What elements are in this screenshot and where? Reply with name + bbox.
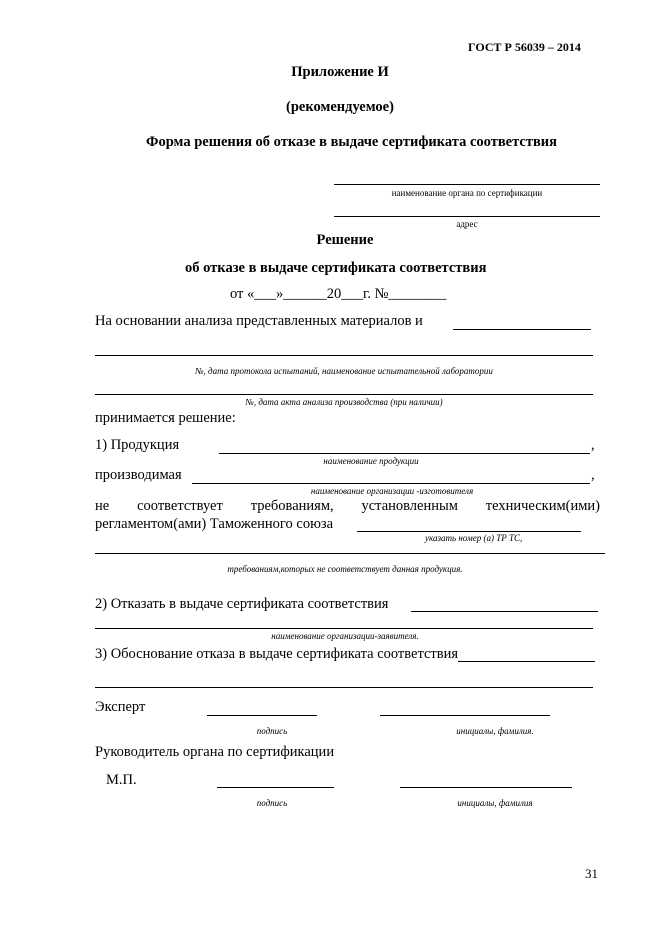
stamp-label: М.П. [106, 772, 137, 788]
applicant-line [95, 628, 593, 629]
org-name-line [334, 184, 600, 185]
org-name-caption: наименование органа по сертификации [391, 188, 543, 198]
decision-date-line: от «___»______20___г. №________ [230, 286, 447, 302]
decision-text: принимается решение: [95, 410, 236, 426]
product-caption: наименование продукции [323, 456, 419, 466]
form-title: Форма решения об отказе в выдаче сертификата соответствия [146, 134, 557, 150]
page-number: 31 [585, 866, 598, 881]
decision-title: Решение [316, 232, 374, 248]
manufacturer-line [192, 483, 590, 484]
address-caption: адрес [456, 219, 478, 229]
reason-text: 3) Обоснование отказа в выдаче сертификата соответствия [95, 646, 459, 662]
head-signature-line [217, 787, 334, 788]
basis-text: На основании анализа представленных материалов и [95, 313, 423, 329]
protocol-caption: №, дата протокола испытаний, наименование испытательной лаборатории [195, 366, 493, 376]
act-caption: №, дата акта анализа производства (при наличии) [245, 397, 443, 407]
head-initials-line [400, 787, 572, 788]
refuse-text: 2) Отказать в выдаче сертификата соответствия [95, 596, 389, 612]
appendix-title: Приложение И [291, 64, 389, 80]
requirements-line [95, 553, 605, 554]
reason-line-2 [95, 687, 593, 688]
decision-subtitle: об отказе в выдаче сертификата соответствия [185, 260, 487, 276]
noncompliance-line2: регламентом(ами) Таможенного союза [95, 516, 334, 532]
tr-number-caption: указать номер (а) ТР ТС, [425, 533, 523, 543]
head-initials-caption: инициалы, фамилия [457, 798, 533, 808]
appendix-status: (рекомендуемое) [286, 99, 394, 115]
expert-initials-line [380, 715, 550, 716]
expert-label: Эксперт [95, 699, 146, 715]
applicant-caption: наименование организации-заявителя. [271, 631, 419, 641]
product-label: 1) Продукция [95, 437, 180, 453]
expert-signature-caption: подпись [256, 726, 288, 736]
address-line [334, 216, 600, 217]
protocol-line [95, 355, 593, 356]
basis-line [453, 329, 591, 330]
product-line [219, 453, 590, 454]
head-signature-caption: подпись [256, 798, 288, 808]
refuse-line [411, 611, 598, 612]
manufacturer-caption: наименование организации -изготовителя [310, 486, 474, 496]
product-comma: , [591, 437, 595, 453]
tr-number-line [357, 531, 581, 532]
manufacturer-label: производимая [95, 467, 182, 483]
requirements-caption: требованиям,которых не соответствует данная продукция. [227, 564, 463, 574]
expert-initials-caption: инициалы, фамилия. [456, 726, 534, 736]
head-label: Руководитель органа по сертификации [95, 744, 335, 760]
expert-signature-line [207, 715, 317, 716]
manufacturer-comma: , [591, 467, 595, 483]
reason-line [458, 661, 595, 662]
noncompliance-line1: не соответствует требованиям, установленным техническим(ими) [95, 498, 600, 514]
act-line [95, 394, 593, 395]
standard-number: ГОСТ Р 56039 – 2014 [468, 40, 581, 54]
